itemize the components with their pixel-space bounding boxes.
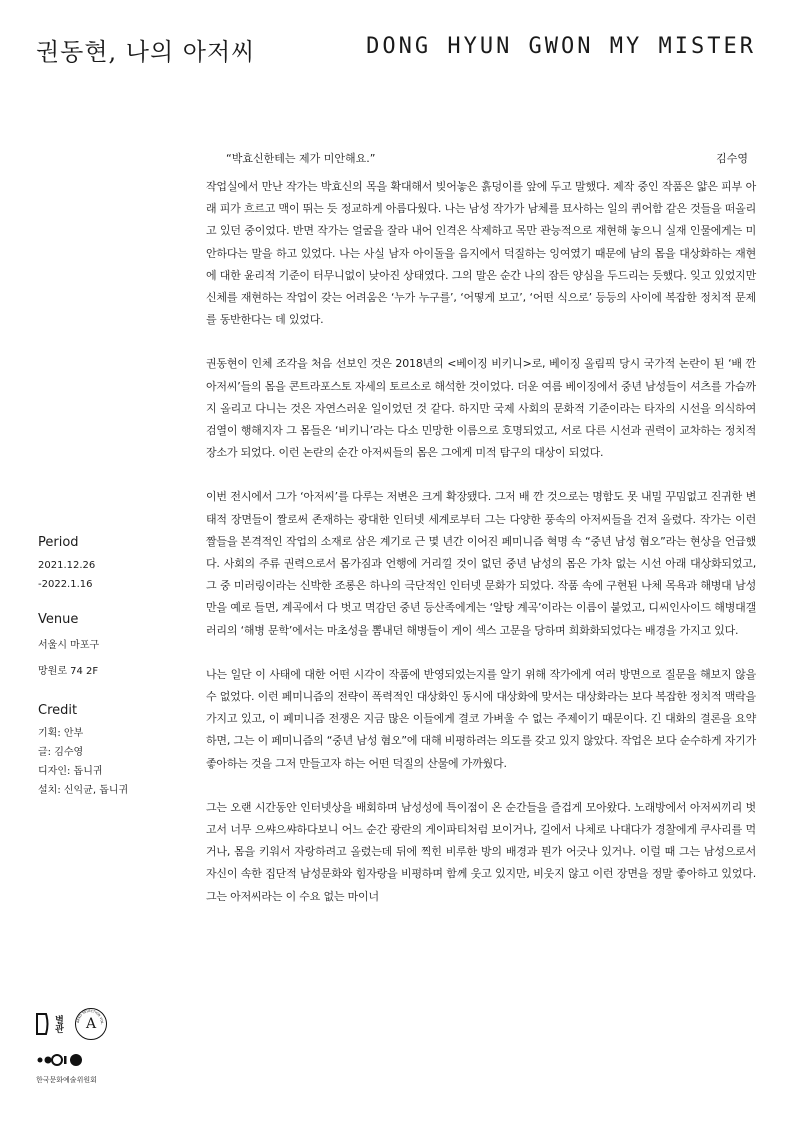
venue-label: Venue	[38, 612, 79, 627]
svg-text:ARKO SELECTION VOL.: ARKO SELECTION VOL.	[75, 1008, 105, 1026]
gallery-logo	[36, 1012, 65, 1036]
article-body	[206, 176, 756, 908]
period-label: Period	[38, 535, 79, 550]
period-block	[38, 535, 188, 594]
article-paragraph-4: 나는 일단 이 사태에 대한 어떤 시각이 작품에 반영되었는지를 알기 위해 작가에게 여러 방면으로 질문을 해보지 않을 수 없었다. 이런 페미니즘의 전략이 폭력적인 대상화인 동시에 대상화에 맞서는 대상화라는 보다 복잡한 정치적 맥락을 가지고 있고, 이 페미니즘 전쟁은 지금 많은 이들에게 결코 가벼울 수 없는 주제이기 때문이다. 긴 대화의 결론을 요약하면, 그는 이 페미니즘의 “중년 남성 혐오”에 대해 비평하려는 의도를 갖고 있지 않았다. 작업은 보다 순수하게 자기가 좋아하는 것을 그저 만들고자 하는 어떤 덕질의 산물에 가까웠다.	[206, 667, 756, 770]
arts-council-name: 한국문화예술위원회	[36, 1076, 97, 1084]
selection-badge	[75, 1008, 107, 1040]
page-title-english: DONG HYUN GWON MY MISTER	[366, 34, 756, 59]
article-paragraph-5: 그는 오랜 시간동안 인터넷상을 배회하며 남성성에 특이점이 온 순간들을 즐겁게 모아왔다. 노래방에서 아저씨끼리 벗고서 너무 으쌰으쌰하다보니 어느 순간 광란의 게이파티처럼 보이거나, 길에서 나체로 나대다가 경찰에게 쿠사리를 먹거나, 몸을 키워서 자랑하려고 올렸는데 뒤에 찍힌 비루한 방의 배경과 뭔가 어긋나 있거나. 이럴 때 그는 남성으로서 자신이 속한 집단적 남성문화와 힘자랑을 비평하며 함께 웃고 있지만, 비웃지 않고 이런 장면을 정말 좋아하고 있었다. 그는 아저씨라는 이 수요 없는 마이너	[206, 800, 756, 903]
gallery-mark-icon	[36, 1012, 50, 1036]
gallery-mark-text: 별관	[53, 1015, 63, 1033]
logo-area	[36, 1008, 116, 1085]
credit-block	[38, 703, 188, 800]
period-start: 2021.12.26	[38, 560, 96, 571]
page-title-korean: 권동현, 나의 아저씨	[36, 38, 256, 66]
logo-row	[36, 1008, 116, 1040]
arts-council-logo	[36, 1052, 116, 1085]
article-paragraph-3: 이번 전시에서 그가 ‘아저씨’를 다루는 저변은 크게 확장됐다. 그저 배 깐 것으로는 명함도 못 내밀 꾸밈없고 진귀한 변태적 장면들이 짤로써 존재하는 광대한 인터넷 세계로부터 그는 다양한 풍속의 아저씨들을 건져 올렸다. 작가는 이런 짤들을 본격적인 작업의 소재로 삼은 계기로 근 몇 년간 이어진 페미니즘 혁명 속 “중년 남성 혐오”라는 현상을 언급했다. 사회의 주류 권력으로서 몸가짐과 언행에 거리낄 것이 없던 중년 남성의 몸은 가차 없는 시선 아래 대상화되었고, 그 중 미러링이라는 신박한 조롱은 하나의 극단적인 인터넷 문화가 되었다. 작품 속에 구현된 나체 목욕과 해병대 남성만을 예로 들면, 계곡에서 다 벗고 멱감던 중년 등산족에게는 ‘알탕 계곡’이라는 이름이 붙었고, 디씨인사이드 해병대갤러리의 ‘해병 문학’에서는 마초성을 뽐내던 해병들이 게이 섹스 고문을 당하며 희화화되었다는 배경을 가지고 있다.	[206, 490, 756, 637]
selection-ring-text	[75, 1008, 105, 1038]
arts-council-mark-icon	[36, 1053, 86, 1067]
opening-quote: “박효신한테는 제가 미안해요.”	[226, 152, 376, 165]
credit-item: 글: 김수영	[38, 747, 84, 758]
credit-item: 디자인: 돕니귀	[38, 766, 103, 777]
selection-letter: A	[85, 1016, 97, 1032]
venue-line-1: 서울시 마포구	[38, 640, 100, 651]
article-paragraph-2: 권동현이 인체 조각을 처음 선보인 것은 2018년의 <베이징 비키니>로, 베이징 올림픽 당시 국가적 논란이 된 ‘배 깐 아저씨’들의 몸을 콘트라포스토 자세의 토르소로 해석한 것이었다. 더운 여름 베이징에서 중년 남성들이 셔츠를 가슴까지 올리고 다니는 것은 자연스러운 일이었던 것 같다. 하지만 국제 사회의 문화적 기준이라는 타자의 시선을 의식하여 검열이 행해지자 그 몸들은 ‘비키니’라는 다소 민망한 이름으로 호명되었고, 서로 다른 시선과 권력이 교차하는 정치적 장소가 되었다. 이런 논란의 순간 아저씨들의 몸은 그에게 미적 탐구의 대상이 되었다.	[206, 357, 756, 460]
venue-block	[38, 612, 188, 685]
author-name: 김수영	[716, 152, 748, 165]
credit-item: 설치: 신익균, 돕니귀	[38, 785, 129, 796]
article-paragraph-1: 작업실에서 만난 작가는 박효신의 목을 확대해서 빚어놓은 흙덩이를 앞에 두고 말했다. 제작 중인 작품은 얇은 피부 아래 피가 흐르고 맥이 뛰는 듯 정교하게 아름다웠다. 나는 남성 작가가 남체를 묘사하는 일의 퀴어함 같은 것들을 떠올리고 있던 중이었다. 반면 작가는 얼굴을 잘라 내어 인격은 삭제하고 목만 관능적으로 재현해 놓으니 실재 인물에게는 미안하다는 말을 하고 있었다. 나는 사실 남자 아이돌을 음지에서 덕질하는 잉여였기 때문에 남의 몸을 대상화하는 재현에 대한 윤리적 기준이 터무니없이 낮아진 상태였다. 그의 말은 순간 나의 잠든 양심을 두드리는 듯했다. 잊고 있었지만 신체를 재현하는 작업이 갖는 어려움은 ‘누가 누구를’, ‘어떻게 보고’, ‘어떤 식으로’ 등등의 사이에 복잡한 정치적 문제를 동반한다는 데 있었다.	[206, 180, 756, 327]
venue-line-2: 망원로 74 2F	[38, 666, 99, 677]
credit-label: Credit	[38, 703, 78, 718]
credit-item: 기획: 안부	[38, 728, 84, 739]
period-end: -2022.1.16	[38, 579, 93, 590]
exhibition-info-sidebar	[38, 535, 188, 818]
